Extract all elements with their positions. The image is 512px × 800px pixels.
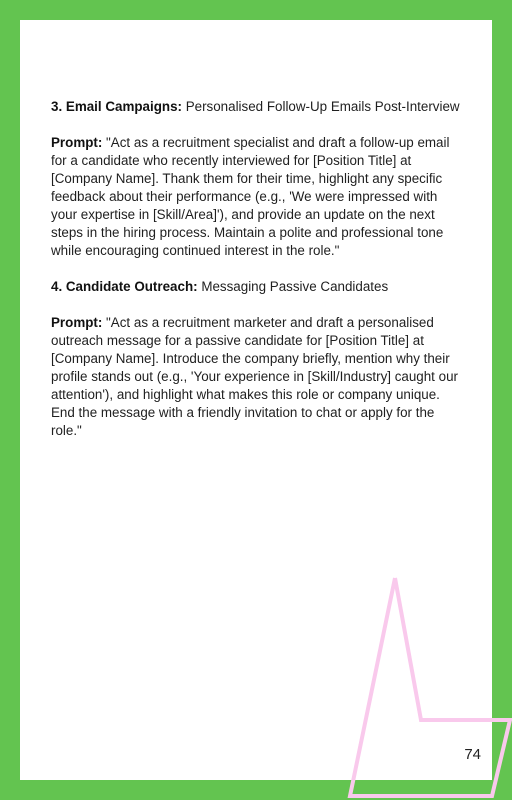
section-title: Personalised Follow-Up Emails Post-Interview	[181, 99, 460, 114]
section-title: Messaging Passive Candidates	[197, 279, 389, 294]
prompt-text: "Act as a recruitment specialist and draft a follow-up email for a candidate who recently interviewed for [Position Title] at [Company Name]. Thank them for their time, highlight any specific feedback about their performance (e.g., 'We were impressed with your expertise in [Skill/Area]'), and provide an update on the next steps in the hiring process. Maintain a polite and professional tone while encouraging continued interest in the role."	[51, 135, 450, 258]
prompt-text: "Act as a recruitment marketer and draft a personalised outreach message for a passive candidate for [Position Title] at [Company Name]. Introduce the company briefly, mention why their profile stands out (e.g., 'Your experience in [Skill/Industry] caught our attention'), and highlight what makes this role or company unique. End the message with a friendly invitation to chat or apply for the role."	[51, 315, 458, 438]
section-label: 3. Email Campaigns:	[51, 99, 182, 114]
page-number: 74	[464, 746, 481, 763]
prompt-label: Prompt:	[51, 315, 103, 330]
section-label: 4. Candidate Outreach:	[51, 279, 198, 294]
prompt-label: Prompt:	[51, 135, 103, 150]
